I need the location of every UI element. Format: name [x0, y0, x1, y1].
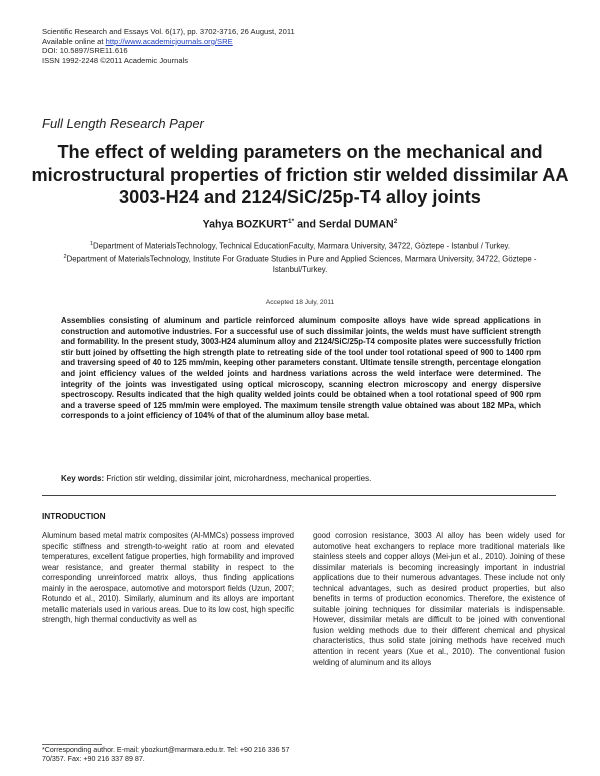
journal-url-link[interactable]: http://www.academicjournals.org/SRE	[105, 36, 233, 46]
section-divider	[42, 495, 556, 496]
corresponding-marker: *	[291, 218, 295, 225]
keywords	[61, 474, 541, 483]
corresponding-author-footnote: *Corresponding author. E-mail: ybozkurt@marmara.edu.tr. Tel: +90 216 336 57 70/357. Fax: +90 216 337 89 87.	[42, 746, 290, 764]
paper-type: Full Length Research Paper	[42, 116, 204, 131]
author-line	[0, 218, 600, 231]
paper-title: The effect of welding parameters on the mechanical and microstructural properties of friction stir welded dissimilar AA 3003-H24 and 2124/SiC/25p-T4 alloy joints	[31, 142, 569, 207]
author-2-affil-marker: 2	[393, 218, 398, 225]
affiliation-1-text: Department of MaterialsTechnology, Technical EducationFaculty, Marmara University, 34722, Göztepe - Istanbul / Turkey.	[93, 241, 511, 251]
introduction-heading: INTRODUCTION	[42, 511, 106, 521]
author-1-affil-marker: 1	[288, 218, 292, 225]
affiliation-2	[38, 252, 562, 276]
issn-line: ISSN 1992-2248 ©2011 Academic Journals	[42, 55, 189, 65]
accepted-date: Accepted 18 July, 2011	[265, 299, 335, 306]
affiliation-1	[38, 239, 562, 252]
affiliations	[38, 239, 562, 276]
footnote-rule	[42, 744, 102, 745]
keywords-text: Friction stir welding, dissimilar joint, microhardness, mechanical properties.	[104, 474, 372, 483]
author-1-name: Yahya BOZKURT	[202, 218, 289, 231]
keywords-label: Key words:	[61, 474, 105, 483]
abstract: Assemblies consisting of aluminum and particle reinforced aluminum composite alloys have wide spread applications in construction and automotive industries. For a successful use of such dissimilar joints, the welds must have sufficient strength and formability. In the present study, 3003-H24 aluminum alloy and 2124/SiC/25p-T4 composite plates were successfully friction stir butt joined by offsetting the high strength plate to retreating side of the tool under tool rotational speed of 900 to 1400 rpm and traversing speed of 40 to 125 mm/min, keeping other parameters constant. Ultimate tensile strength, percentage elongation and joint efficiency values of the welded joints and hardness variations across the weld interface were determined. The integrity of the joints was investigated using optical microscopy, scanning electron microscopy and energy dispersive spectroscopy. Results indicated that the high quality welded joints could be obtained when a tool rotational speed of 900 rpm and a traverse speed of 125 mm/min were employed. The maximum tensile strength value obtained was about 182 MPa, which corresponds to a joint efficiency of 104% of that of the aluminum alloy base metal.	[61, 316, 541, 421]
availability-prefix: Available online at	[42, 36, 106, 46]
affiliation-2-text: Department of MaterialsTechnology, Institute For Graduate Studies in Pure and Applied Sciences, Marmara University, 34722, Göztepe - Istanbul/Turkey.	[66, 254, 537, 275]
introduction-column-2: good corrosion resistance, 3003 Al alloy has been widely used for automotive heat exchangers to replace more traditional materials like stainless steels and copper alloys (Mei-jun et al., 2010). Joining of these dissimilar materials is becoming increasingly important in industrial applications due to their numerous advantages. These include not only technical advantages, such as desired product properties, but also benefits in terms of production economics. Therefore, the existence of suitable joining techniques for dissimilar materials is indispensable. However, dissimilar metals are difficult to be joined with conventional fusion welding methods due to their different chemical and physical characteristics, thus solid state joining methods have received much attention in recent years (Xue et al., 2010). The conventional fusion welding of aluminum and its alloys	[313, 531, 565, 667]
introduction-column-1: Aluminum based metal matrix composites (Al-MMCs) possess improved specific stiffness and strength-to-weight ratio at room and elevated temperatures, excellent fatigue properties, high formability and improved wear resistance, and greater thermal stability in respect to the corresponding unreinforced matrix alloys, thus finding applications mainly in the aerospace, automotive and motorsport fields (Uzun, 2007; Rotundo et al., 2010). Similarly, aluminum and its alloys are important metallic materials used in various areas. Due to its low cost, high specific strength, high thermal conductivity as well as	[42, 531, 294, 625]
journal-header	[42, 27, 295, 65]
journal-line: Scientific Research and Essays Vol. 6(17), pp. 3702-3716, 26 August, 2011	[42, 27, 295, 36]
affiliation-1-marker: 1	[89, 241, 93, 247]
author-2-name: Serdal DUMAN	[318, 218, 394, 231]
affiliation-2-marker: 2	[63, 254, 67, 261]
author-conjunction: and	[294, 218, 319, 231]
doi-line: DOI: 10.5897/SRE11.616	[42, 46, 128, 56]
availability-line	[42, 37, 295, 47]
